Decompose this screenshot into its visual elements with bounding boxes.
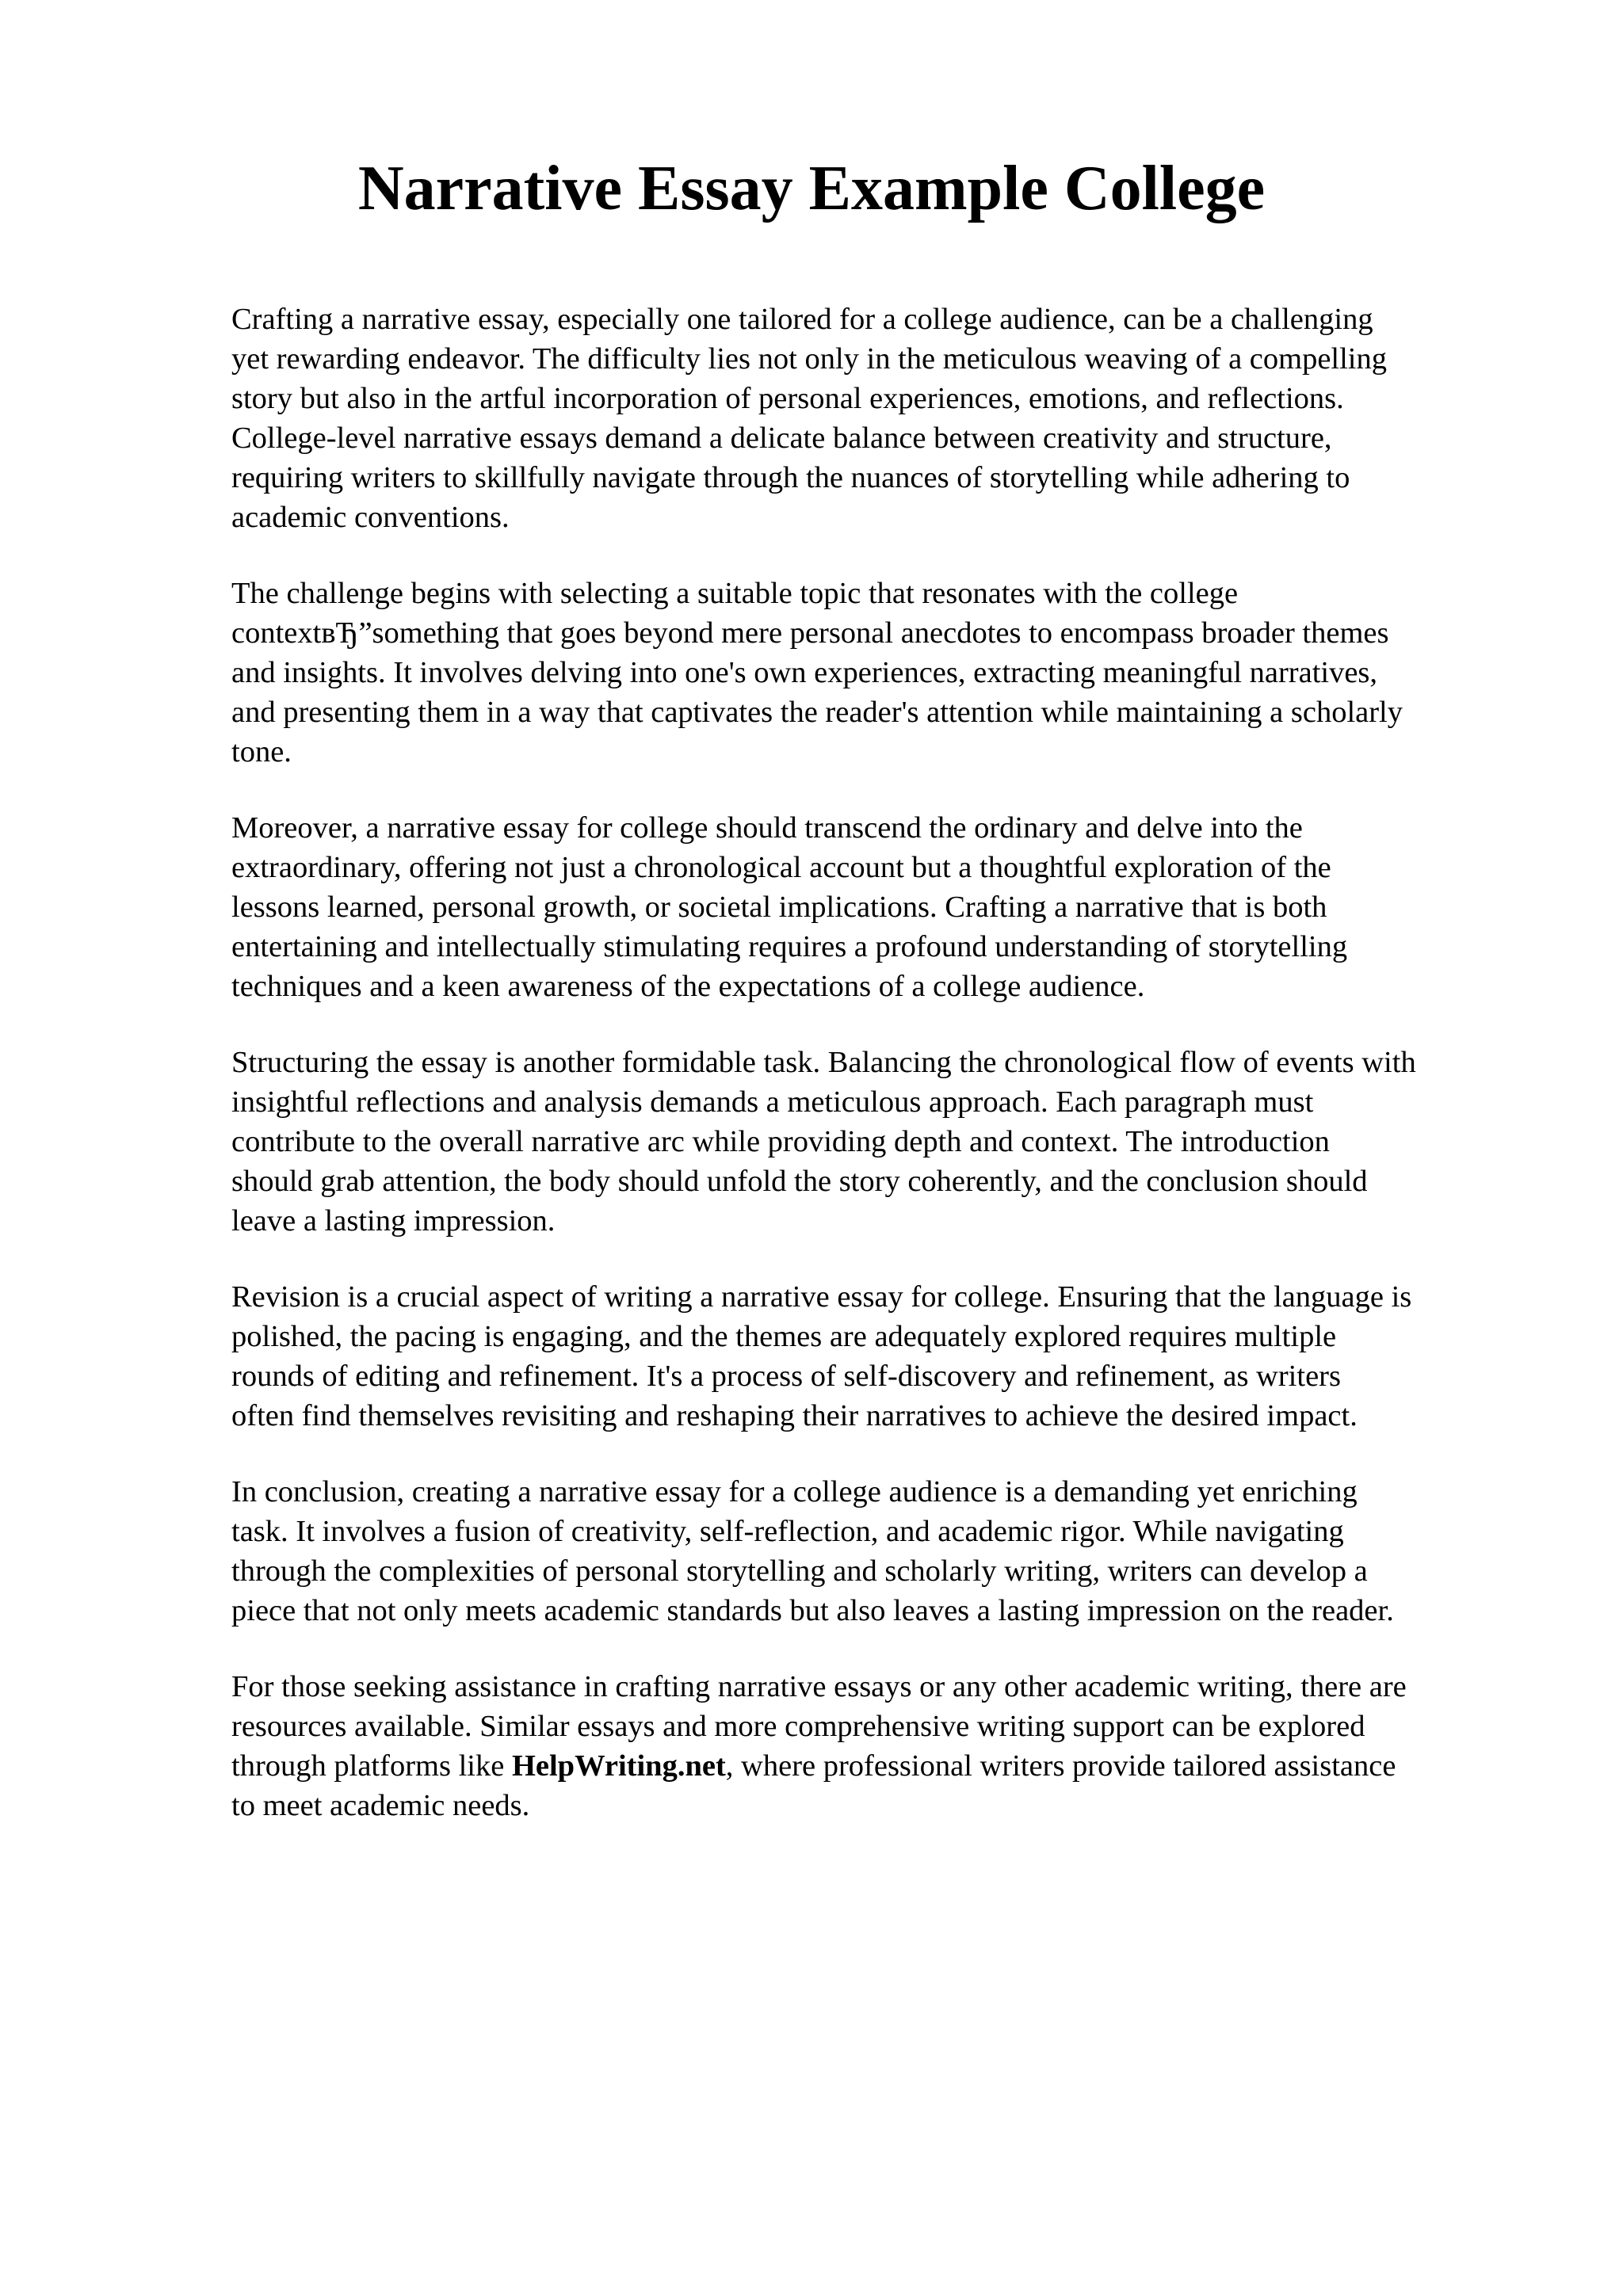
- text-line: often find themselves revisiting and reshaping their narratives to achieve the desired impact.: [231, 1399, 1358, 1432]
- text-line: rounds of editing and refinement. It's a process of self-discovery and refinement, as writers: [231, 1360, 1341, 1393]
- text-line: resources available. Similar essays and more comprehensive writing support can be explored: [231, 1710, 1365, 1743]
- paragraph-1: [231, 299, 1515, 537]
- paragraph-6: [231, 1472, 1515, 1630]
- text-line: contribute to the overall narrative arc while providing depth and context. The introduction: [231, 1125, 1330, 1158]
- document-body: [231, 299, 1515, 1862]
- text-line: insightful reflections and analysis demands a meticulous approach. Each paragraph must: [231, 1085, 1314, 1119]
- text-segment: , where professional writers provide tailored assistance: [725, 1749, 1396, 1783]
- paragraph-2: [231, 574, 1515, 772]
- text-line: through the complexities of personal storytelling and scholarly writing, writers can develop a: [231, 1554, 1368, 1588]
- text-line: Revision is a crucial aspect of writing a narrative essay for college. Ensuring that the language is: [231, 1280, 1412, 1314]
- text-line: extraordinary, offering not just a chronological account but a thoughtful exploration of the: [231, 851, 1331, 884]
- paragraph-4: [231, 1043, 1515, 1241]
- text-line: Moreover, a narrative essay for college should transcend the ordinary and delve into the: [231, 811, 1303, 845]
- paragraph-3: [231, 808, 1515, 1006]
- text-line: tone.: [231, 735, 292, 769]
- text-line: requiring writers to skillfully navigate through the nuances of storytelling while adhering to: [231, 461, 1350, 494]
- text-line: The challenge begins with selecting a suitable topic that resonates with the college: [231, 577, 1239, 610]
- text-line: yet rewarding endeavor. The difficulty lies not only in the meticulous weaving of a compelling: [231, 342, 1387, 376]
- text-line: piece that not only meets academic standards but also leaves a lasting impression on the reader.: [231, 1594, 1394, 1627]
- text-line: contextвЂ”something that goes beyond mere personal anecdotes to encompass broader themes: [231, 616, 1389, 650]
- document-title: Narrative Essay Example College: [357, 154, 1266, 223]
- text-line: In conclusion, creating a narrative essay for a college audience is a demanding yet enriching: [231, 1475, 1358, 1508]
- paragraph-closing: [231, 1667, 1515, 1825]
- text-segment: through platforms like: [231, 1749, 512, 1783]
- text-line: Crafting a narrative essay, especially one tailored for a college audience, can be a challenging: [231, 303, 1373, 336]
- text-line: polished, the pacing is engaging, and the themes are adequately explored requires multiple: [231, 1320, 1337, 1353]
- text-line: and presenting them in a way that captivates the reader's attention while maintaining a scholarly: [231, 696, 1403, 729]
- text-line: Structuring the essay is another formidable task. Balancing the chronological flow of events with: [231, 1046, 1416, 1079]
- text-line: story but also in the artful incorporation of personal experiences, emotions, and reflections.: [231, 382, 1344, 415]
- text-line: College-level narrative essays demand a delicate balance between creativity and structure,: [231, 421, 1332, 455]
- helpwriting-link[interactable]: HelpWriting.net: [511, 1749, 726, 1783]
- text-line: academic conventions.: [231, 501, 510, 534]
- text-line: to meet academic needs.: [231, 1789, 530, 1822]
- text-line: techniques and a keen awareness of the expectations of a college audience.: [231, 970, 1145, 1003]
- text-line: and insights. It involves delving into one's own experiences, extracting meaningful narratives,: [231, 656, 1378, 689]
- text-line: task. It involves a fusion of creativity, self-reflection, and academic rigor. While navigating: [231, 1515, 1344, 1548]
- text-line: For those seeking assistance in crafting narrative essays or any other academic writing, there are: [231, 1670, 1407, 1703]
- text-line: leave a lasting impression.: [231, 1204, 556, 1238]
- text-line: entertaining and intellectually stimulating requires a profound understanding of storytelling: [231, 930, 1348, 963]
- text-line: should grab attention, the body should unfold the story coherently, and the conclusion should: [231, 1165, 1368, 1198]
- paragraph-5: [231, 1277, 1515, 1436]
- text-line-with-link: [231, 1746, 1515, 1786]
- text-line: lessons learned, personal growth, or societal implications. Crafting a narrative that is both: [231, 891, 1327, 924]
